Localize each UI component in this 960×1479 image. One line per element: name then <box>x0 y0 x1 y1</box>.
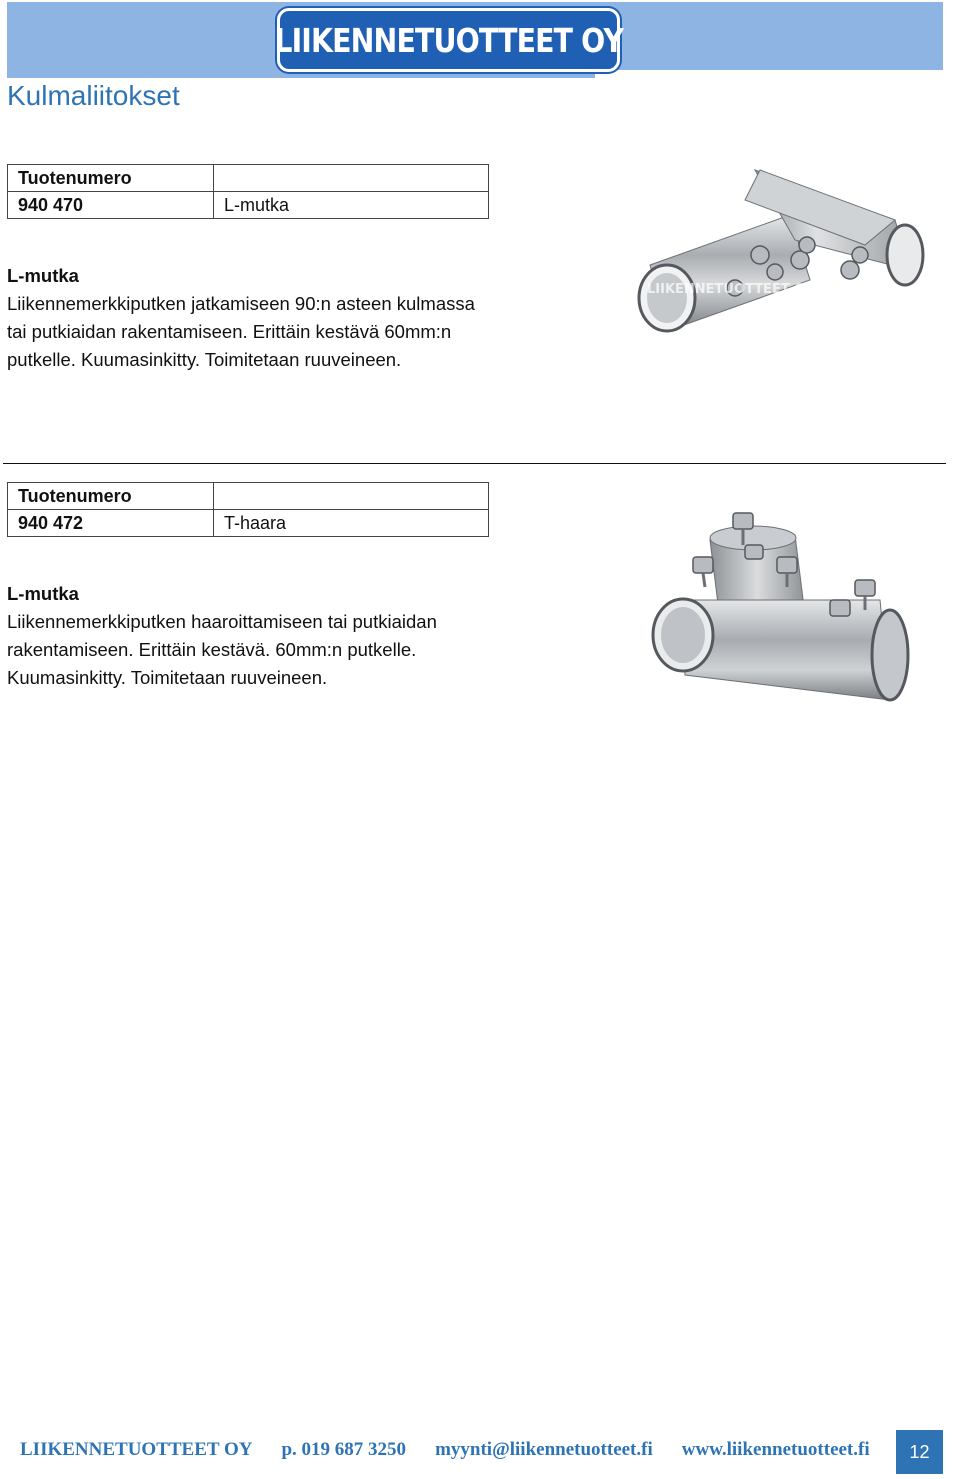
header-notch <box>595 70 943 78</box>
product-name: L-mutka <box>214 192 489 219</box>
product-name: T-haara <box>214 510 489 537</box>
image-watermark: LIIKENNETUOTTEET OY <box>647 282 815 297</box>
footer-website[interactable]: www.liikennetuotteet.fi <box>681 1439 870 1460</box>
description-line: Kuumasinkitty. Toimitetaan ruuveineen. <box>7 667 328 688</box>
table-row <box>8 510 489 537</box>
table-header-cell: Tuotenumero <box>8 165 214 192</box>
description-line: Liikennemerkkiputken haaroittamiseen tai putkiaidan <box>7 611 437 632</box>
product-number: 940 470 <box>8 192 214 219</box>
product-description-1 <box>7 262 527 374</box>
description-heading: L-mutka <box>7 583 79 604</box>
product-table-2 <box>7 482 489 537</box>
empty-cell <box>214 483 489 510</box>
t-branch-image <box>645 505 920 715</box>
logo-text: LIIKENNETUOTTEET OY <box>274 20 623 60</box>
product-number: 940 472 <box>8 510 214 537</box>
table-row <box>8 483 489 510</box>
page-title: Kulmaliitokset <box>7 80 180 111</box>
table-row <box>8 192 489 219</box>
page-footer <box>20 1430 900 1470</box>
table-header-cell: Tuotenumero <box>8 483 214 510</box>
table-row <box>8 165 489 192</box>
company-logo <box>274 8 623 72</box>
product-table-1 <box>7 164 489 219</box>
empty-cell <box>214 165 489 192</box>
l-bend-image <box>595 160 960 340</box>
description-line: tai putkiaidan rakentamiseen. Erittäin kestävä 60mm:n <box>7 321 452 342</box>
footer-email[interactable]: myynti@liikennetuotteet.fi <box>435 1439 653 1460</box>
footer-company: LIIKENNETUOTTEET OY <box>20 1439 253 1460</box>
page-number: 12 <box>896 1430 943 1474</box>
description-line: putkelle. Kuumasinkitty. Toimitetaan ruuveineen. <box>7 349 402 370</box>
description-line: rakentamiseen. Erittäin kestävä. 60mm:n putkelle. <box>7 639 417 660</box>
product-description-2 <box>7 580 527 692</box>
description-line: Liikennemerkkiputken jatkamiseen 90:n asteen kulmassa <box>7 293 475 314</box>
section-divider <box>3 463 946 464</box>
description-heading: L-mutka <box>7 265 79 286</box>
footer-phone: p. 019 687 3250 <box>281 1439 407 1460</box>
